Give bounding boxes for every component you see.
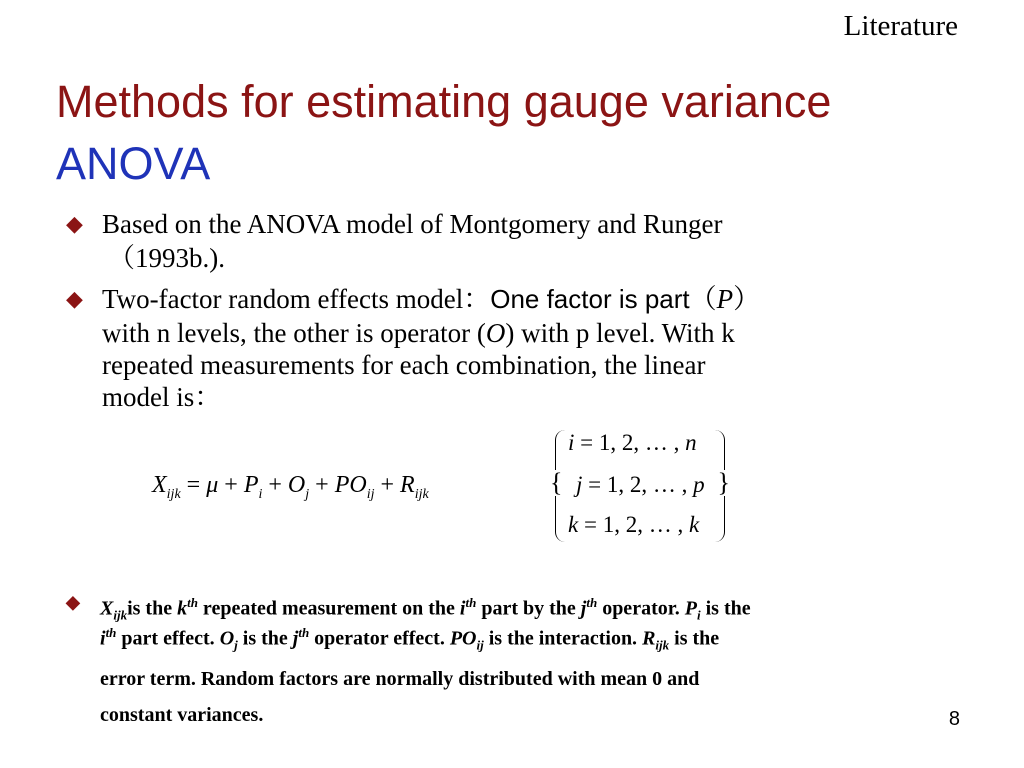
eq-PO: PO: [334, 472, 367, 498]
bullet-2-line2a: with n levels, the other is operator (: [102, 318, 486, 348]
bullet-3-line2: [100, 620, 751, 666]
eq-O: O: [287, 472, 306, 498]
bullet-3-text: [100, 590, 751, 728]
eq-P-sub: i: [258, 486, 263, 502]
b3-O: O: [219, 627, 235, 650]
eq-plus: +: [309, 472, 335, 498]
b3-i: i: [100, 627, 106, 650]
paren-close: ）: [733, 284, 761, 314]
b3-th: th: [298, 625, 310, 640]
b3-th: th: [187, 595, 198, 610]
b3-text: operator effect.: [309, 627, 450, 650]
b3-R: R: [642, 627, 656, 650]
cond-range: = 1, 2, … ,: [582, 472, 694, 497]
cond-range: = 1, 2, … ,: [578, 512, 689, 537]
b3-text: is the: [700, 597, 751, 620]
b3-text: is the: [127, 597, 178, 620]
condition-row-j: [576, 472, 705, 498]
cond-var: j: [576, 472, 583, 497]
diamond-bullet-icon: ◆: [66, 592, 80, 612]
bullet-1-line2: （1993b.).: [108, 243, 225, 273]
var-O: O: [485, 318, 506, 348]
eq-PO-sub: ij: [366, 486, 375, 502]
cond-end: k: [688, 512, 700, 537]
b3-text: is the interaction.: [483, 627, 643, 650]
eq-X: X: [152, 472, 167, 498]
bullet-2-colon: ：: [463, 284, 491, 314]
b3-th: th: [586, 595, 598, 610]
eq-plus: +: [218, 472, 244, 498]
bullet-2-line2: [102, 317, 735, 349]
b3-text: operator.: [597, 597, 685, 620]
b3-PO-sub: ij: [476, 637, 484, 653]
slide-subtitle: ANOVA: [56, 138, 211, 189]
b3-j: j: [292, 627, 299, 650]
eq-R-sub: ijk: [414, 486, 429, 502]
b3-j: j: [580, 597, 587, 620]
bullet-3-line3: error term. Random factors are normally distributed with mean 0 and: [100, 668, 700, 690]
slide-title: Methods for estimating gauge variance: [56, 76, 832, 127]
bullet-2-sans-text: One factor is part: [490, 284, 690, 314]
eq-plus: +: [262, 472, 288, 498]
eq-O-sub: j: [305, 486, 310, 502]
eq-equals: =: [180, 472, 207, 498]
b3-P-sub: i: [696, 607, 701, 623]
b3-text: is the: [669, 627, 720, 650]
b3-text: repeated measurement on the: [197, 597, 460, 620]
eq-X-sub: ijk: [166, 486, 181, 502]
b3-X-sub: ijk: [113, 607, 128, 623]
right-brace-icon: }: [717, 468, 730, 497]
page-number: 8: [948, 708, 960, 730]
bullet-3-line1: [100, 590, 751, 623]
condition-row-k: [568, 512, 699, 538]
cond-var: i: [568, 430, 575, 455]
bullet-2-line4-colon: ：: [194, 382, 222, 412]
index-conditions: [550, 430, 730, 542]
eq-plus: +: [374, 472, 401, 498]
cond-range: = 1, 2, … ,: [574, 430, 686, 455]
left-brace-icon: {: [550, 468, 563, 497]
b3-R-sub: ijk: [655, 637, 670, 653]
bullet-2-line4-text: model is: [102, 382, 195, 412]
bullet-2-lead: Two-factor random effects model: [102, 284, 464, 314]
b3-k: k: [177, 597, 188, 620]
diamond-bullet-icon: ◆: [66, 211, 83, 236]
model-equation: [152, 472, 429, 503]
b3-th: th: [465, 595, 477, 610]
b3-X: X: [100, 597, 114, 620]
bullet-2-line1: [102, 283, 760, 315]
b3-i: i: [459, 597, 466, 620]
eq-R: R: [400, 472, 415, 498]
b3-O-sub: j: [234, 637, 238, 653]
bullet-2-line2b: ) with p level. With k: [505, 318, 735, 348]
bullet-2-line4: [102, 381, 221, 413]
b3-text: is the: [237, 627, 293, 650]
cond-var: k: [568, 512, 579, 537]
b3-P: P: [684, 597, 697, 620]
b3-text: part effect.: [116, 627, 220, 650]
var-P: P: [716, 284, 734, 314]
paren-open: （: [689, 284, 717, 314]
b3-th: th: [105, 625, 117, 640]
condition-row-i: [568, 430, 697, 456]
cond-end: p: [693, 472, 705, 497]
cond-end: n: [685, 430, 697, 455]
diamond-bullet-icon: ◆: [66, 286, 83, 311]
bullet-2-line3: repeated measurements for each combination, the linear: [102, 350, 706, 380]
eq-P: P: [243, 472, 259, 498]
section-label: Literature: [843, 10, 958, 42]
b3-PO: PO: [449, 627, 477, 650]
bullet-1-line1: Based on the ANOVA model of Montgomery and Runger: [102, 209, 723, 239]
bullet-3-line4: constant variances.: [100, 704, 264, 726]
eq-mu: μ: [206, 472, 219, 498]
b3-text: part by the: [476, 597, 581, 620]
